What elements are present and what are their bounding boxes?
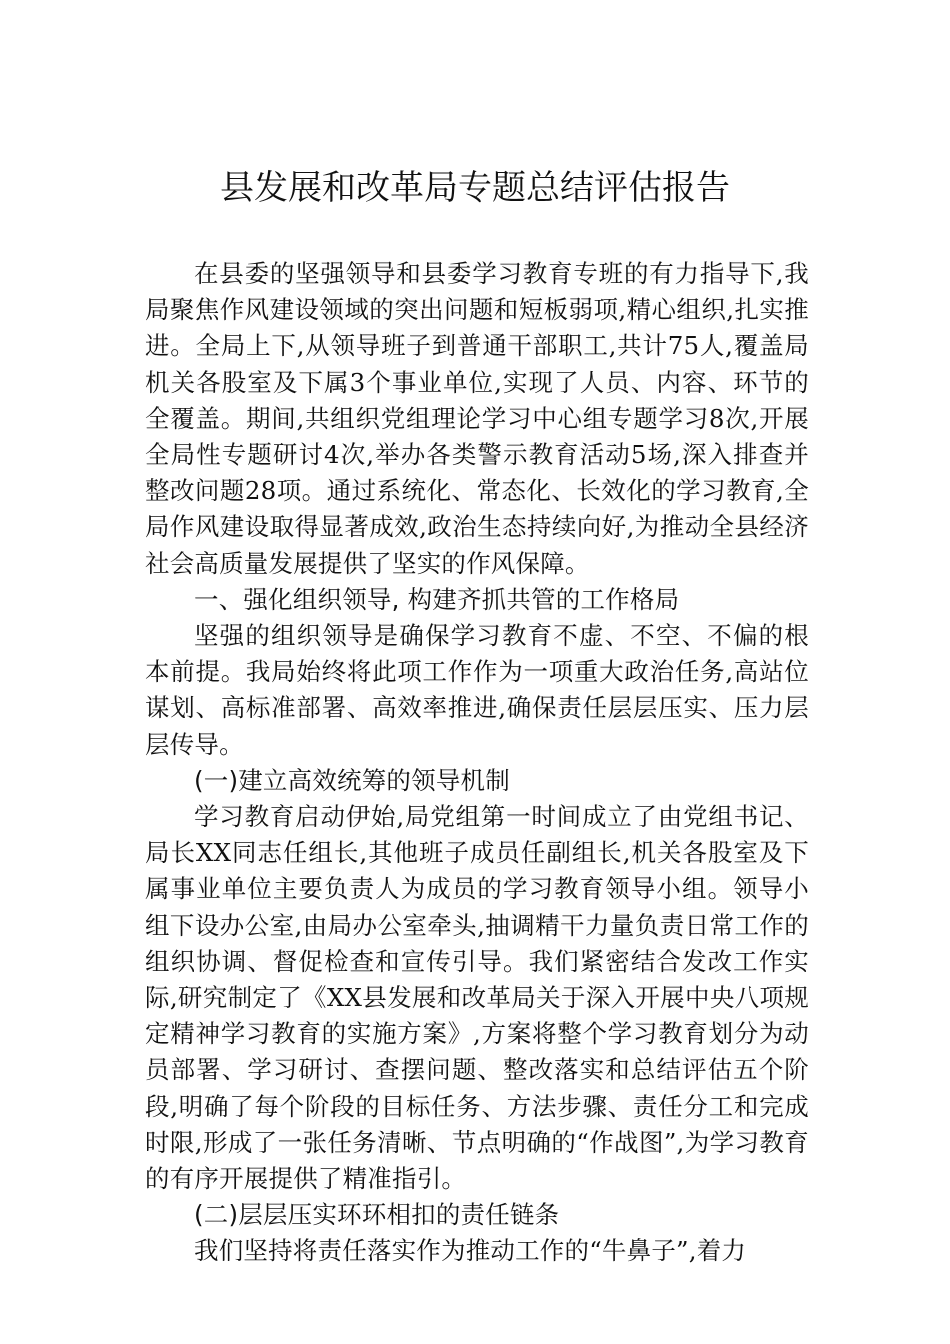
- document-title: 县发展和改革局专题总结评估报告: [220, 168, 730, 208]
- section-1-paragraph: 坚强的组织领导是确保学习教育不虚、不空、不偏的根本前提。我局始终将此项工作作为一项重大政治任务,高站位谋划、高标准部署、高效率推进,确保责任层层压实、压力层层传导。: [145, 621, 809, 759]
- subsection-2-paragraph: 我们坚持将责任落实作为推动工作的“牛鼻子”,着力: [194, 1236, 747, 1266]
- intro-paragraph: 在县委的坚强领导和县委学习教育专班的有力指导下,我局聚焦作风建设领域的突出问题和短板弱项,精心组织,扎实推进。全局上下,从领导班子到普通干部职工,共计75人,覆盖局机关各股室及下属3个事业单位,实现了人员、内容、环节的全覆盖。期间,共组织党组理论学习中心组专题学习8次,开展全局性专题研讨4次,举办各类警示教育活动5场,深入排查并整改问题28项。通过系统化、常态化、长效化的学习教育,全局作风建设取得显著成效,政治生态持续向好,为推动全县经济社会高质量发展提供了坚实的作风保障。: [145, 259, 809, 578]
- subsection-1-paragraph: 学习教育启动伊始,局党组第一时间成立了由党组书记、局长XX同志任组长,其他班子成员任副组长,机关各股室及下属事业单位主要负责人为成员的学习教育领导小组。领导小组下设办公室,由局办公室牵头,抽调精干力量负责日常工作的组织协调、督促检查和宣传引导。我们紧密结合发改工作实际,研究制定了《XX县发展和改革局关于深入开展中央八项规定精神学习教育的实施方案》,方案将整个学习教育划分为动员部署、学习研讨、查摆问题、整改落实和总结评估五个阶段,明确了每个阶段的目标任务、方法步骤、责任分工和完成时限,形成了一张任务清晰、节点明确的“作战图”,为学习教育的有序开展提供了精准指引。: [145, 802, 809, 1194]
- document-body: [145, 256, 809, 1270]
- subsection-heading-2: (二)层层压实环环相扣的责任链条: [194, 1200, 560, 1230]
- subsection-heading-1: (一)建立高效统筹的领导机制: [194, 765, 510, 795]
- section-heading-1: 一、强化组织领导, 构建齐抓共管的工作格局: [194, 584, 680, 614]
